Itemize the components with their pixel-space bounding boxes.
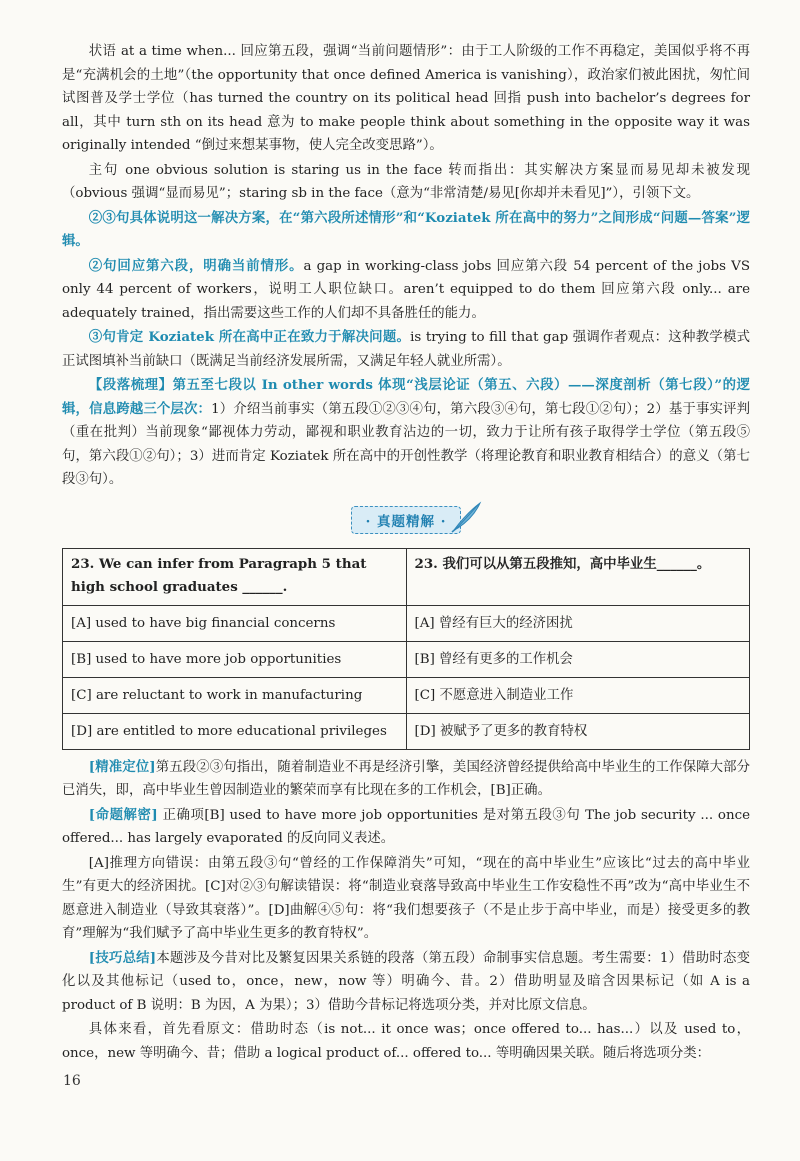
section-badge: · 真题精解 · bbox=[351, 506, 462, 534]
analysis-text: 1）介绍当前事实（第五段①②③④句，第六段③④句，第七段①②句）；2）基于事实评判（重在批判）当前现象“鄙视体力劳动，鄙视和职业教育沾边的一切，致力于让所有孩子取得学士学位（第五段⑤句，第六段①②句）；3）进而肯定 Koziatek 所在高中的开创性教学（将理论教育和职业教育相结合）的意义（第七段③句）。 bbox=[62, 401, 751, 487]
table-row bbox=[63, 605, 750, 641]
body-paragraph: 状语 at a time when... 回应第五段，强调“当前问题情形”：由于工人阶级的工作不再稳定，美国似乎将不再是“充满机会的土地”（the opportunity that once defined America is vanishing），政治家们被此困扰，匆忙间试图普及学士学位（has turned the country on its political head 回指 push into bachelor’s degrees for all，其中 turn sth on its head 意为 to make people think about something in the opposite way it was originally intended “倒过来想某事物，使人完全改变思路”）。 bbox=[62, 44, 750, 153]
option-b-en: [B] used to have more job opportunities bbox=[63, 641, 407, 677]
question-table bbox=[62, 548, 750, 750]
quill-pen-icon bbox=[450, 500, 484, 534]
analysis-paragraph bbox=[62, 255, 750, 326]
analysis-paragraph bbox=[62, 326, 750, 373]
explanation-tag: [技巧总结] bbox=[88, 949, 157, 966]
question-en: 23. We can infer from Paragraph 5 that high school graduates ______. bbox=[63, 548, 407, 605]
option-d-en: [D] are entitled to more educational privileges bbox=[63, 713, 407, 749]
explanation-text: 具体来看，首先看原文：借助时态（is not... it once was；once offered to... has...）以及 used to，once，new 等明确今、昔；借助 a logical product of... offered to... 等明确因果关联。随后将选项分类： bbox=[62, 1022, 750, 1061]
explanation-text: 正确项[B] used to have more job opportunities 是对第五段③句 The job security ... once offered... has largely evaporated 的反向同义表述。 bbox=[62, 807, 750, 846]
explanation-text: [A]推理方向错误：由第五段③句“曾经的工作保障消失”可知，“现在的高中毕业生”应该比“过去的高中毕业生”有更大的经济困扰。[C]对②③句解读错误：将“制造业衰落导致高中毕业生工作安稳性不再”改为“高中毕业生不愿意进入制造业（导致其衰落）”。[D]曲解④⑤句：将“我们想要孩子（不是止步于高中毕业，而是）接受更多的教育”理解为“我们赋予了高中毕业生更多的教育特权”。 bbox=[62, 855, 750, 941]
explanation-tag: [精准定位] bbox=[88, 758, 156, 775]
explanation-tag: [命题解密] bbox=[88, 806, 158, 823]
body-paragraph: 主句 one obvious solution is staring us in the face 转而指出：其实解决方案显而易见却未被发现（obvious 强调“显而易见”；staring sb in the face（意为“非常清楚/易见[你却并未看见]”），引领下文。 bbox=[62, 162, 750, 201]
analysis-text: a gap in working-class jobs 回应第六段 54 percent of the jobs VS only 44 percent of workers，说明工人职位缺口。aren’t equipped to do them 回应第六段 only... are adequately trained，指出需要这些工作的人们却不具备胜任的能力。 bbox=[62, 258, 750, 321]
analysis-text: is trying to fill that gap 强调作者观点：这种教学模式正试图填补当前缺口（既满足当前经济发展所需，又满足年轻人就业所需）。 bbox=[62, 330, 750, 369]
option-a-cn: [A] 曾经有巨大的经济困扰 bbox=[406, 605, 750, 641]
page-number: 16 bbox=[63, 1073, 81, 1089]
analysis-paragraph bbox=[62, 207, 750, 254]
option-c-cn: [C] 不愿意进入制造业工作 bbox=[406, 677, 750, 713]
explanation-text: 第五段②③句指出，随着制造业不再是经济引擎，美国经济曾经提供给高中毕业生的工作保障大部分已消失，即，高中毕业生曾因制造业的繁荣而享有比现在多的工作机会，[B]正确。 bbox=[62, 759, 751, 798]
explanation-paragraph bbox=[62, 756, 750, 803]
analysis-lead: ③句肯定 Koziatek 所在高中正在致力于解决问题。 bbox=[88, 329, 411, 345]
analysis-paragraph bbox=[62, 374, 750, 492]
explanation-paragraph bbox=[62, 852, 750, 946]
option-a-en: [A] used to have big financial concerns bbox=[63, 605, 407, 641]
option-c-en: [C] are reluctant to work in manufacturing bbox=[63, 677, 407, 713]
option-b-cn: [B] 曾经有更多的工作机会 bbox=[406, 641, 750, 677]
table-row bbox=[63, 713, 750, 749]
explanation-paragraph bbox=[62, 804, 750, 851]
explanation-text: 本题涉及今昔对比及繁复因果关系链的段落（第五段）命制事实信息题。考生需要：1）借助时态变化以及其他标记（used to，once，new，now 等）明确今、昔。2）借助明显及暗含因果标记（如 A is a product of B 说明：B 为因，A 为果）；3）借助今昔标记将选项分类，并对比原文信息。 bbox=[62, 950, 750, 1013]
section-header bbox=[62, 506, 750, 536]
explanation-paragraph bbox=[62, 947, 750, 1018]
table-row bbox=[63, 677, 750, 713]
page-content bbox=[62, 40, 750, 1065]
question-cn: 23. 我们可以从第五段推知，高中毕业生______。 bbox=[406, 548, 750, 605]
table-row bbox=[63, 548, 750, 605]
table-row bbox=[63, 641, 750, 677]
explanation-paragraph bbox=[62, 1018, 750, 1065]
paragraph-summary-lead: 【段落梳理】第五至七段以 In other words 体现“浅层论证（第五、六段）——深度剖析（第七段）”的逻辑，信息跨越三个层次： bbox=[62, 377, 750, 417]
analysis-lead: ②句回应第六段，明确当前情形。 bbox=[88, 257, 304, 274]
option-d-cn: [D] 被赋予了更多的教育特权 bbox=[406, 713, 750, 749]
analysis-lead: ②③句具体说明这一解决方案，在“第六段所述情形”和“Koziatek 所在高中的努力”之间形成“问题—答案”逻辑。 bbox=[62, 209, 750, 249]
